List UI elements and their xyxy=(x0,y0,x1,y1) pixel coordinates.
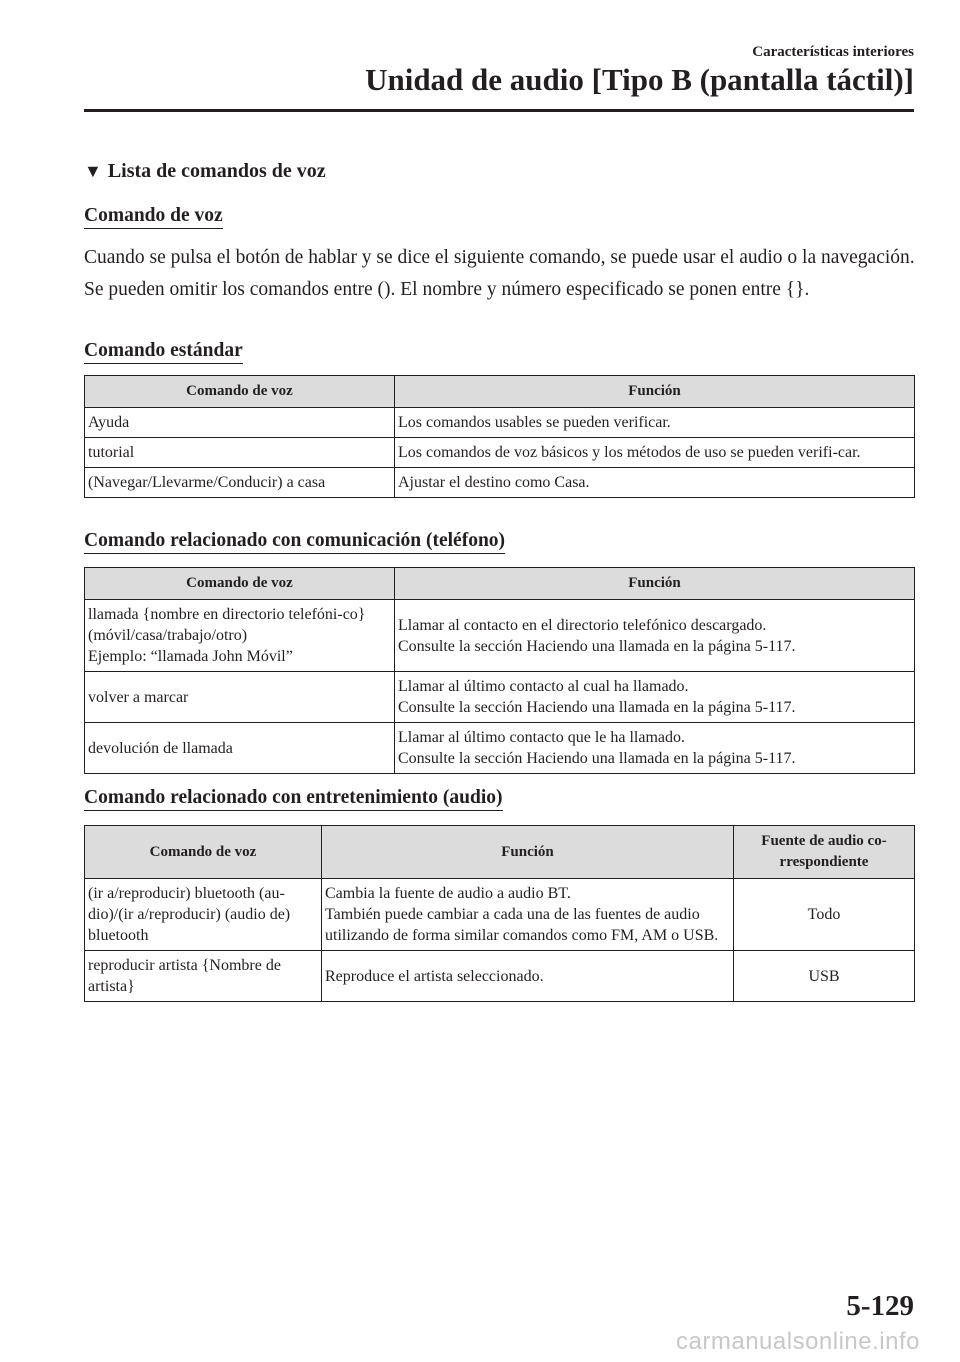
section-heading-text: Lista de comandos de voz xyxy=(107,160,326,182)
function-cell: Llamar al contacto en el directorio telefónico descargado. Consulte la sección Haciendo una llamada en la página 5-117. xyxy=(395,600,915,672)
running-header-title: Unidad de audio [Tipo B (pantalla táctil)] xyxy=(365,62,914,97)
table-row xyxy=(85,600,915,672)
column-header-function: Función xyxy=(395,568,915,600)
function-cell: Los comandos usables se pueden verificar. xyxy=(395,408,915,438)
function-cell: Reproduce el artista seleccionado. xyxy=(322,951,734,1002)
header-rule xyxy=(84,109,914,112)
section-heading xyxy=(84,160,326,183)
table-row xyxy=(85,951,915,1002)
function-cell: Cambia la fuente de audio a audio BT. También puede cambiar a cada una de las fuentes de audio utilizando de forma similar comandos como FM, AM o USB. xyxy=(322,879,734,951)
table-header-row xyxy=(85,376,915,408)
voice-command-cell: reproducir artista {Nombre de artista} xyxy=(85,951,322,1002)
standard-command-table xyxy=(84,375,915,498)
running-header-section: Características interiores xyxy=(752,44,914,60)
triangle-down-icon: ▼ xyxy=(84,161,102,181)
column-header-function: Función xyxy=(322,826,734,879)
voice-command-heading: Comando de voz xyxy=(84,205,223,229)
audio-source-cell: USB xyxy=(734,951,915,1002)
intro-paragraph: Cuando se pulsa el botón de hablar y se dice el siguiente comando, se puede usar el audio o la navegación. Se pueden omitir los comandos entre (). El nombre y número especificado se ponen entre {}. xyxy=(84,247,915,300)
table-row xyxy=(85,468,915,498)
phone-command-heading: Comando relacionado con comunicación (teléfono) xyxy=(84,530,505,554)
function-cell: Llamar al último contacto que le ha llamado. Consulte la sección Haciendo una llamada en la página 5-117. xyxy=(395,723,915,774)
column-header-audio-source: Fuente de audio co-rrespondiente xyxy=(734,826,915,879)
voice-command-cell: volver a marcar xyxy=(85,672,395,723)
phone-command-table xyxy=(84,567,915,774)
audio-command-heading: Comando relacionado con entretenimiento (audio) xyxy=(84,787,503,811)
audio-command-table xyxy=(84,825,915,1002)
function-cell: Llamar al último contacto al cual ha llamado. Consulte la sección Haciendo una llamada en la página 5-117. xyxy=(395,672,915,723)
voice-command-cell: (Navegar/Llevarme/Conducir) a casa xyxy=(85,468,395,498)
page-number: 5-129 xyxy=(846,1290,914,1322)
function-cell: Ajustar el destino como Casa. xyxy=(395,468,915,498)
standard-command-heading: Comando estándar xyxy=(84,340,243,364)
voice-command-cell: Ayuda xyxy=(85,408,395,438)
voice-command-cell: llamada {nombre en directorio telefóni-co} (móvil/casa/trabajo/otro) Ejemplo: “llamada John Móvil” xyxy=(85,600,395,672)
column-header-function: Función xyxy=(395,376,915,408)
table-row xyxy=(85,879,915,951)
watermark: carmanualsonline.info xyxy=(676,1328,920,1355)
voice-command-cell: tutorial xyxy=(85,438,395,468)
function-cell: Los comandos de voz básicos y los métodos de uso se pueden verifi-car. xyxy=(395,438,915,468)
column-header-voice-command: Comando de voz xyxy=(85,826,322,879)
table-row xyxy=(85,408,915,438)
table-header-row xyxy=(85,568,915,600)
voice-command-cell: (ir a/reproducir) bluetooth (au-dio)/(ir a/reproducir) (audio de) bluetooth xyxy=(85,879,322,951)
table-row xyxy=(85,672,915,723)
table-row xyxy=(85,438,915,468)
table-row xyxy=(85,723,915,774)
table-header-row xyxy=(85,826,915,879)
voice-command-cell: devolución de llamada xyxy=(85,723,395,774)
column-header-voice-command: Comando de voz xyxy=(85,568,395,600)
column-header-voice-command: Comando de voz xyxy=(85,376,395,408)
audio-source-cell: Todo xyxy=(734,879,915,951)
